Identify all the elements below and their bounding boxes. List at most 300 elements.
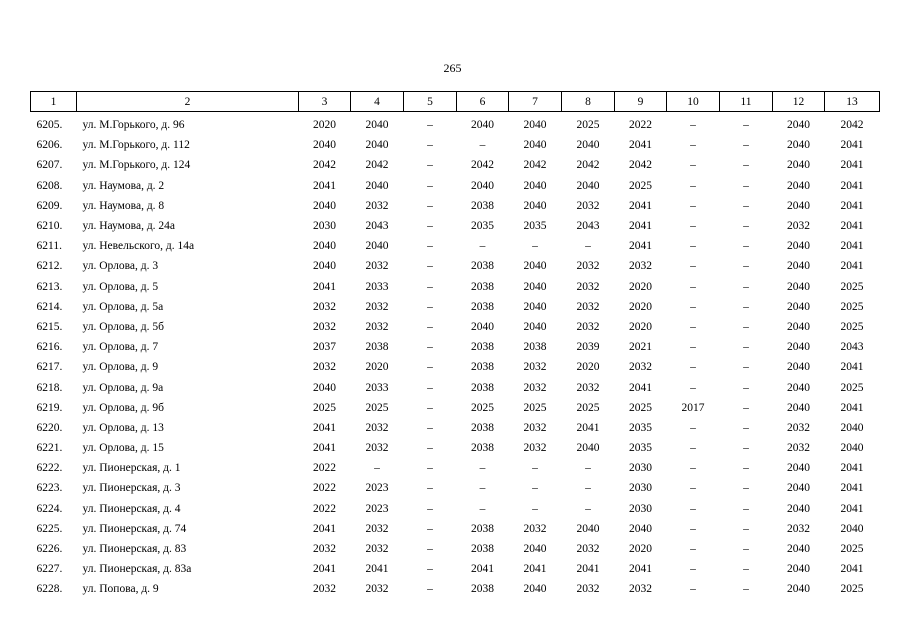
year-cell: 2040 [313,240,336,253]
table-row [31,176,880,196]
year-cell: 2032 [365,199,389,212]
year-cell: 2032 [523,381,547,394]
year-cell: – [427,199,433,212]
year-cell: 2022 [313,462,336,475]
year-cell: 2032 [787,220,810,233]
year-cell: 2025 [629,179,652,192]
year-cell: – [585,462,591,475]
year-cell: 2038 [471,199,494,212]
year-cell: – [585,502,591,515]
year-cell: – [690,482,696,495]
year-cell: – [690,502,696,515]
header-cell-2: 2 [77,92,299,112]
address-cell: ул. Орлова, д. 15 [82,442,164,455]
address-cell: ул. Пионерская, д. 3 [82,482,181,495]
year-cell: 2040 [787,462,810,475]
header-row [31,92,880,112]
year-cell: – [743,320,749,333]
row-number: 6208. [36,179,63,192]
year-cell: 2032 [576,381,600,394]
year-cell: 2032 [576,199,600,212]
table-row [31,559,880,579]
year-cell: 2041 [313,522,336,535]
year-cell: 2042 [629,159,652,172]
year-cell: – [743,280,749,293]
year-cell: 2021 [629,341,652,354]
address-cell: ул. Пионерская, д. 4 [82,502,181,515]
table-header [31,92,880,112]
year-cell: 2032 [313,583,336,596]
year-cell: 2025 [840,320,864,333]
address-cell: ул. Пионерская, д. 1 [82,462,181,475]
year-cell: – [690,563,696,576]
year-cell: – [690,543,696,556]
year-cell: 2041 [840,179,864,192]
year-cell: 2033 [365,381,389,394]
year-cell: 2040 [787,583,810,596]
year-cell: – [427,300,433,313]
year-cell: 2040 [787,563,810,576]
row-number: 6217. [36,361,63,374]
year-cell: 2032 [576,320,600,333]
row-number: 6215. [36,320,63,333]
year-cell: 2017 [681,401,705,414]
year-cell: 2032 [523,442,547,455]
year-cell: 2035 [629,442,652,455]
year-cell: 2038 [365,341,389,354]
address-cell: ул. Орлова, д. 3 [82,260,159,273]
year-cell: 2040 [523,280,547,293]
year-cell: 2040 [840,442,864,455]
year-cell: – [427,260,433,273]
year-cell: – [427,240,433,253]
year-cell: – [427,280,433,293]
year-cell: – [427,119,433,132]
year-cell: 2038 [471,361,494,374]
year-cell: – [690,220,696,233]
year-cell: 2041 [313,563,336,576]
header-cell-3: 3 [299,92,351,112]
year-cell: 2041 [840,563,864,576]
year-cell: – [427,139,433,152]
year-cell: 2032 [576,543,600,556]
year-cell: 2032 [629,260,652,273]
year-cell: – [585,240,591,253]
year-cell: – [427,543,433,556]
year-cell: 2041 [629,381,652,394]
year-cell: 2032 [523,361,547,374]
year-cell: – [427,522,433,535]
year-cell: – [532,240,538,253]
year-cell: – [743,341,749,354]
table-row [31,438,880,458]
row-number: 6207. [36,159,63,172]
year-cell: 2032 [576,260,600,273]
year-cell: 2020 [365,361,389,374]
year-cell: 2040 [576,442,600,455]
year-cell: 2040 [787,320,810,333]
year-cell: – [743,442,749,455]
table-row [31,499,880,519]
year-cell: 2025 [576,119,600,132]
row-number: 6213. [36,280,63,293]
table-row [31,337,880,357]
year-cell: 2041 [840,139,864,152]
row-number: 6221. [36,442,63,455]
table-row [31,357,880,377]
year-cell: 2040 [787,280,810,293]
year-cell: 2038 [471,260,494,273]
year-cell: 2020 [629,320,652,333]
year-cell: 2032 [313,361,336,374]
year-cell: 2040 [471,119,494,132]
header-cell-10: 10 [667,92,720,112]
year-cell: – [427,179,433,192]
year-cell: – [532,462,538,475]
year-cell: 2032 [787,522,810,535]
year-cell: 2025 [840,543,864,556]
year-cell: 2041 [365,563,389,576]
year-cell: 2041 [840,260,864,273]
table-row [31,196,880,216]
year-cell: 2032 [365,442,389,455]
year-cell: 2030 [629,462,652,475]
year-cell: – [743,361,749,374]
year-cell: 2038 [471,381,494,394]
year-cell: – [479,462,486,475]
year-cell: – [585,482,591,495]
year-cell: 2038 [471,300,494,313]
address-cell: ул. Орлова, д. 13 [82,421,164,434]
year-cell: – [427,502,433,515]
table-row [31,418,880,438]
year-cell: 2041 [629,240,652,253]
year-cell: 2041 [523,563,547,576]
year-cell: 2041 [840,361,864,374]
year-cell: 2040 [787,199,810,212]
year-cell: 2041 [840,220,864,233]
row-number: 6206. [36,139,63,152]
year-cell: – [479,502,486,515]
year-cell: 2040 [523,320,547,333]
row-number: 6227. [36,563,63,576]
row-number: 6211. [36,240,62,253]
table-row [31,155,880,175]
year-cell: 2040 [523,179,547,192]
year-cell: 2020 [629,280,652,293]
year-cell: 2032 [365,260,389,273]
table-row [31,539,880,559]
year-cell: 2032 [576,280,600,293]
year-cell: 2037 [313,341,336,354]
year-cell: 2041 [313,280,336,293]
year-cell: 2032 [365,320,389,333]
year-cell: 2040 [787,381,810,394]
year-cell: 2040 [471,179,494,192]
year-cell: 2025 [576,401,600,414]
year-cell: – [743,119,749,132]
row-number: 6209. [36,199,63,212]
year-cell: 2025 [523,401,547,414]
header-cell-11: 11 [720,92,773,112]
year-cell: 2042 [313,159,336,172]
year-cell: 2039 [576,341,600,354]
year-cell: 2020 [576,361,600,374]
year-cell: – [427,159,433,172]
table-row [31,256,880,276]
year-cell: – [427,341,433,354]
table-row [31,519,880,539]
year-cell: – [690,361,696,374]
address-cell: ул. М.Горького, д. 112 [82,139,190,152]
year-cell: 2040 [787,159,810,172]
year-cell: 2043 [840,341,864,354]
year-cell: 2030 [629,502,652,515]
year-cell: – [690,381,696,394]
year-cell: – [374,462,380,475]
year-cell: – [427,442,433,455]
header-cell-13: 13 [825,92,880,112]
year-cell: 2022 [313,502,336,515]
table-row [31,478,880,498]
year-cell: – [743,583,749,596]
year-cell: 2040 [787,179,810,192]
table-row [31,135,880,155]
year-cell: – [690,260,696,273]
year-cell: – [690,583,696,596]
year-cell: 2042 [471,159,494,172]
year-cell: 2038 [471,421,494,434]
year-cell: 2042 [365,159,389,172]
header-cell-9: 9 [615,92,667,112]
year-cell: – [427,482,433,495]
row-number: 6216. [36,341,63,354]
table-row [31,398,880,418]
year-cell: – [690,341,696,354]
year-cell: – [690,522,696,535]
year-cell: – [427,462,433,475]
year-cell: 2025 [365,401,389,414]
year-cell: – [743,482,749,495]
year-cell: 2040 [365,179,389,192]
year-cell: – [690,199,696,212]
year-cell: 2041 [313,421,336,434]
year-cell: – [427,583,433,596]
year-cell: 2040 [523,260,547,273]
year-cell: 2032 [629,361,652,374]
page-number: 265 [443,61,462,75]
year-cell: 2040 [787,260,810,273]
year-cell: 2043 [576,220,600,233]
year-cell: – [743,300,749,313]
year-cell: 2025 [840,300,864,313]
year-cell: 2023 [365,502,389,515]
year-cell: – [427,421,433,434]
year-cell: 2040 [313,381,336,394]
year-cell: 2025 [629,401,652,414]
year-cell: 2032 [523,522,547,535]
table-body [31,112,880,600]
year-cell: 2040 [523,139,547,152]
row-number: 6214. [36,300,63,313]
year-cell: – [743,522,749,535]
header-cell-12: 12 [773,92,825,112]
row-number: 6224. [36,502,63,515]
year-cell: 2025 [840,280,864,293]
table-row [31,236,880,256]
year-cell: 2043 [365,220,389,233]
year-cell: – [690,139,696,152]
header-cell-8: 8 [562,92,615,112]
year-cell: 2040 [787,401,810,414]
year-cell: 2041 [629,199,652,212]
year-cell: 2032 [313,320,336,333]
address-cell: ул. М.Горького, д. 96 [82,119,185,132]
year-cell: – [427,563,433,576]
year-cell: 2038 [471,341,494,354]
year-cell: 2032 [787,421,810,434]
year-cell: – [690,280,696,293]
header-cell-7: 7 [509,92,562,112]
year-cell: 2041 [313,442,336,455]
year-cell: 2040 [523,300,547,313]
table-row [31,579,880,599]
row-number: 6223. [36,482,63,495]
year-cell: 2041 [629,139,652,152]
address-cell: ул. Орлова, д. 9а [82,381,164,394]
row-number: 6220. [36,421,63,434]
address-cell: ул. Наумова, д. 24а [82,220,176,233]
year-cell: 2032 [523,421,547,434]
address-cell: ул. Пионерская, д. 83а [82,563,192,576]
year-cell: 2040 [840,421,864,434]
year-cell: – [743,381,749,394]
year-cell: – [532,502,538,515]
year-cell: 2040 [365,119,389,132]
year-cell: 2041 [576,421,600,434]
year-cell: – [743,543,749,556]
year-cell: 2038 [471,442,494,455]
year-cell: 2041 [840,159,864,172]
row-number: 6205. [36,119,63,132]
address-cell: ул. Орлова, д. 5б [82,320,164,333]
year-cell: 2042 [840,119,864,132]
row-number: 6210. [36,220,63,233]
year-cell: 2020 [629,543,652,556]
year-cell: 2040 [629,522,652,535]
table-row [31,277,880,297]
data-table [30,91,880,600]
year-cell: – [743,502,749,515]
year-cell: – [479,482,486,495]
year-cell: – [743,220,749,233]
year-cell: 2032 [576,300,600,313]
year-cell: – [479,240,486,253]
year-cell: 2041 [313,179,336,192]
year-cell: – [743,139,749,152]
year-cell: 2032 [787,442,810,455]
row-number: 6219. [36,401,63,414]
year-cell: – [427,220,433,233]
year-cell: 2041 [840,199,864,212]
year-cell: 2032 [365,522,389,535]
year-cell: 2032 [313,543,336,556]
year-cell: 2040 [365,139,389,152]
year-cell: 2040 [787,341,810,354]
year-cell: 2040 [313,199,336,212]
header-cell-5: 5 [404,92,457,112]
header-cell-1: 1 [31,92,77,112]
year-cell: 2032 [365,421,389,434]
address-cell: ул. Орлова, д. 5 [82,280,159,293]
year-cell: – [743,401,749,414]
address-cell: ул. Пионерская, д. 83 [82,543,187,556]
year-cell: 2038 [471,583,494,596]
year-cell: 2040 [576,139,600,152]
year-cell: 2042 [523,159,547,172]
year-cell: 2038 [523,341,547,354]
year-cell: 2038 [471,543,494,556]
table-row [31,297,880,317]
year-cell: – [690,421,696,434]
address-cell: ул. Орлова, д. 9 [82,361,159,374]
year-cell: 2030 [313,220,336,233]
year-cell: – [743,159,749,172]
address-cell: ул. Наумова, д. 8 [82,199,165,212]
year-cell: 2025 [840,583,864,596]
year-cell: – [427,361,433,374]
address-cell: ул. Орлова, д. 9б [82,401,164,414]
year-cell: 2040 [787,543,810,556]
year-cell: – [690,320,696,333]
year-cell: – [690,300,696,313]
year-cell: – [743,462,749,475]
year-cell: 2023 [365,482,389,495]
address-cell: ул. Попова, д. 9 [82,583,159,596]
year-cell: 2025 [313,401,336,414]
year-cell: 2041 [471,563,494,576]
year-cell: 2020 [313,119,336,132]
year-cell: 2020 [629,300,652,313]
year-cell: – [690,442,696,455]
address-cell: ул. Орлова, д. 7 [82,341,159,354]
year-cell: 2041 [840,240,864,253]
row-number: 6222. [36,462,63,475]
year-cell: 2030 [629,482,652,495]
year-cell: 2040 [576,179,600,192]
year-cell: 2040 [523,199,547,212]
year-cell: 2032 [365,300,389,313]
address-cell: ул. М.Горького, д. 124 [82,159,191,172]
year-cell: 2040 [313,260,336,273]
year-cell: 2041 [629,563,652,576]
year-cell: 2041 [840,401,864,414]
header-cell-4: 4 [351,92,404,112]
year-cell: 2040 [523,583,547,596]
row-number: 6218. [36,381,63,394]
year-cell: 2025 [840,381,864,394]
year-cell: 2040 [787,300,810,313]
year-cell: – [427,320,433,333]
year-cell: 2022 [629,119,652,132]
year-cell: 2038 [471,522,494,535]
year-cell: – [743,199,749,212]
year-cell: 2040 [313,139,336,152]
year-cell: 2042 [576,159,600,172]
year-cell: – [743,421,749,434]
year-cell: 2025 [471,401,494,414]
row-number: 6212. [36,260,63,273]
